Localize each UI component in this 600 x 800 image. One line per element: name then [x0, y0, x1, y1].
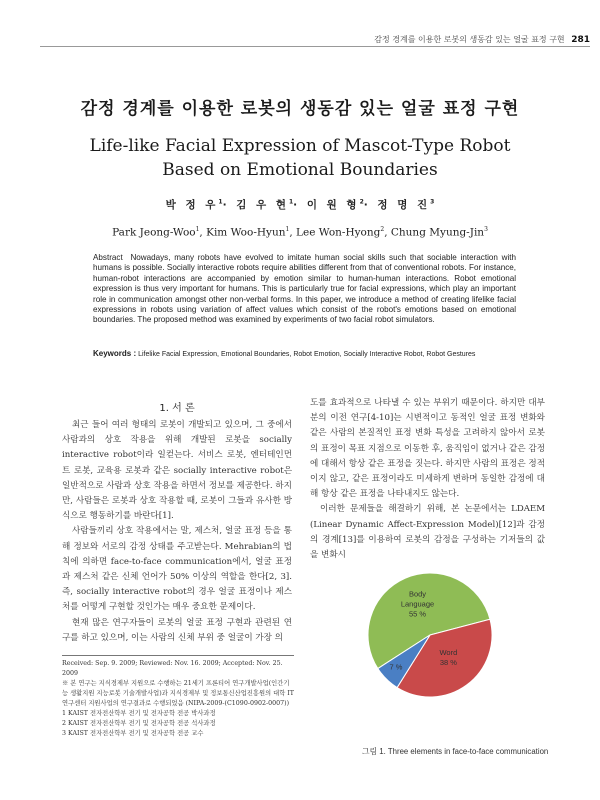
affil-mark: 1 — [285, 226, 290, 233]
pie-label-voice: 7 % — [389, 662, 403, 672]
authors-korean: 박 정 우$^1$· 김 우 현$^1$· 이 원 형$^2$· 정 명 진$^3$ — [165, 198, 435, 211]
title-english-line2: Based on Emotional Boundaries — [162, 160, 438, 180]
paragraph: 현재 많은 연구자들이 로봇의 얼굴 표정 구현과 관련된 연구를 하고 있으며, 이는 사람의 신체 부위 중 얼굴이 가장 의 — [62, 617, 292, 643]
affil-mark: 3 — [484, 226, 488, 233]
footnote: 1 KAIST 전자전산학부 전기 및 전자공학 전공 박사과정 — [62, 710, 216, 717]
author-kr: 박 정 우 — [165, 199, 219, 211]
pie-label-word: Word 38 % — [439, 647, 458, 667]
paragraph: 최근 들어 여러 형태의 로봇이 개발되고 있으며, 그 중에서 사람과의 상호 작용을 위해 개발된 로봇을 socially interactive robot이라 일컫는다. 서비스 로봇, 엔터테인먼트 로봇, 교육용 로봇과 같은 socially interactive robot은 일반적으로 사람과 상호 작용을 하면서 정보를 제공한다. 하지만, 사람들은 로봇과 상호 작용할 때, 로봇이 그들과 유사한 방식으로 행동하기를 바란다[1]. — [62, 420, 292, 522]
authors-english: Park Jeong-Woo$^1$, Kim Woo-Hyun$^1$, Lee Won-Hyong$^2$, Chung Myung-Jin$^3$ — [112, 226, 488, 239]
keywords — [93, 349, 523, 358]
section-heading: 1. 서 론 — [159, 403, 195, 414]
pie-label-body-language: Body Language 55 % — [400, 589, 435, 619]
paragraph: 사람들끼리 상호 작용에서는 말, 제스처, 얼굴 표정 등을 통해 정보와 서로의 감정 상태를 주고받는다. Mehrabian의 법칙에 의하면 face-to-face communication에서, 얼굴 표정과 제스처 같은 신체 언어가 50% 이상의 역할을 한다[2, 3]. 즉, socially interactive robot의 경우 얼굴 표정이나 제스처를 어떻게 구현할 것인가는 매우 중요한 문제이다. — [62, 526, 292, 613]
left-column — [62, 396, 292, 646]
author-en: Kim Woo-Hyun — [206, 226, 286, 239]
footnote: Received: Sep. 9. 2009; Reviewed: Nov. 16. 2009; Accepted: Nov. 25. 2009 — [62, 660, 283, 677]
author-kr: 김 우 현 — [236, 199, 289, 211]
pie-chart — [336, 563, 533, 700]
affil-mark: 1 — [195, 226, 200, 233]
footnote: 3 KAIST 전자전산학부 전기 및 전자공학 전공 교수 — [62, 730, 204, 737]
header-rule — [40, 46, 590, 47]
author-kr: 이 원 형 — [306, 199, 360, 211]
running-header — [0, 34, 590, 45]
affil-mark: 2 — [380, 226, 385, 233]
footnote: 2 KAIST 전자전산학부 전기 및 전자공학 전공 석사과정 — [62, 720, 216, 727]
figure-caption: 그림 1. Three elements in face-to-face communication — [362, 747, 549, 756]
footnote: ※ 본 연구는 지식경제부 지원으로 수행하는 21세기 프론티어 연구개발사업(인간기능 생활지원 지능로봇 기술개발사업)과 지식경제부 및 정보통신산업진흥원의 대학 IT연구센터 지원사업의 연구결과로 수행되었음 (NIPA-2009-(C1090-0902-0007)) — [62, 680, 294, 707]
abstract — [93, 253, 516, 326]
keywords-text: Lifelike Facial Expression, Emotional Boundaries, Robot Emotion, Socially Interactive Robot, Robot Gestures — [138, 351, 476, 358]
title-english — [0, 134, 600, 182]
affil-mark: 1 — [288, 198, 294, 206]
author-en: Chung Myung-Jin — [390, 226, 485, 239]
pie-chart-figure — [336, 563, 533, 700]
paragraph: 이러한 문제들을 해결하기 위해, 본 논문에서는 LDAEM (Linear Dynamic Affect-Expression Model)[12]과 감정의 경계[13]를 이용하여 로봇의 감정을 구성하는 기저들의 값을 변화시 — [310, 504, 545, 561]
keywords-label: Keywords : — [93, 349, 137, 358]
title-korean: 감정 경계를 이용한 로봇의 생동감 있는 얼굴 표정 구현 — [80, 99, 520, 119]
page-number: 281 — [571, 35, 590, 45]
right-column — [310, 396, 545, 563]
author-en: Lee Won-Hyong — [296, 226, 381, 239]
affil-mark: 2 — [359, 198, 364, 206]
author-en: Park Jeong-Woo — [112, 226, 196, 239]
paragraph: 도를 효과적으로 나타낼 수 있는 부위기 때문이다. 하지만 대부분의 이전 연구[4-10]는 시변적이고 동적인 얼굴 표정 변화와 같은 사람의 본질적인 표정 변화 특성을 고려하지 않아서 로봇의 표정이 목표 지점으로 이동한 후, 움직임이 없거나 같은 감정에 대해서 항상 같은 표정을 짓는다. 하지만 사람의 표정은 정적이지 않고, 같은 표정이라도 미세하게 변하며 동일한 감정에 대해 항상 같은 표정을 나타내지도 않는다. — [310, 398, 545, 500]
abstract-label: Abstract — [93, 253, 123, 262]
footnotes — [62, 655, 294, 739]
affil-mark: 3 — [430, 198, 435, 206]
affil-mark: 1 — [218, 198, 223, 206]
running-title: 감정 경계를 이용한 로봇의 생동감 있는 얼굴 표정 구현 — [374, 35, 565, 44]
abstract-text: Nowadays, many robots have evolved to imitate human social skills such that sociable interaction with humans is possible. Socially interactive robots require abilities different from that of conventional robots. For instance, human-robot interactions are accompanied by emotion similar to human-human interactions. Robot emotional expression is thus very important for humans. This is particularly true for facial expressions, which play an important role in communication amongst other non-verbal forms. In this paper, we introduce a method of creating lifelike facial expressions in robots using variation of affect values which consist of the robot's emotions based on emotional boundaries. The proposed method was examined by experiments of two facial robot simulators. — [93, 253, 516, 325]
author-kr: 정 명 진 — [377, 199, 431, 211]
title-english-line1: Life-like Facial Expression of Mascot-Type Robot — [89, 136, 511, 156]
